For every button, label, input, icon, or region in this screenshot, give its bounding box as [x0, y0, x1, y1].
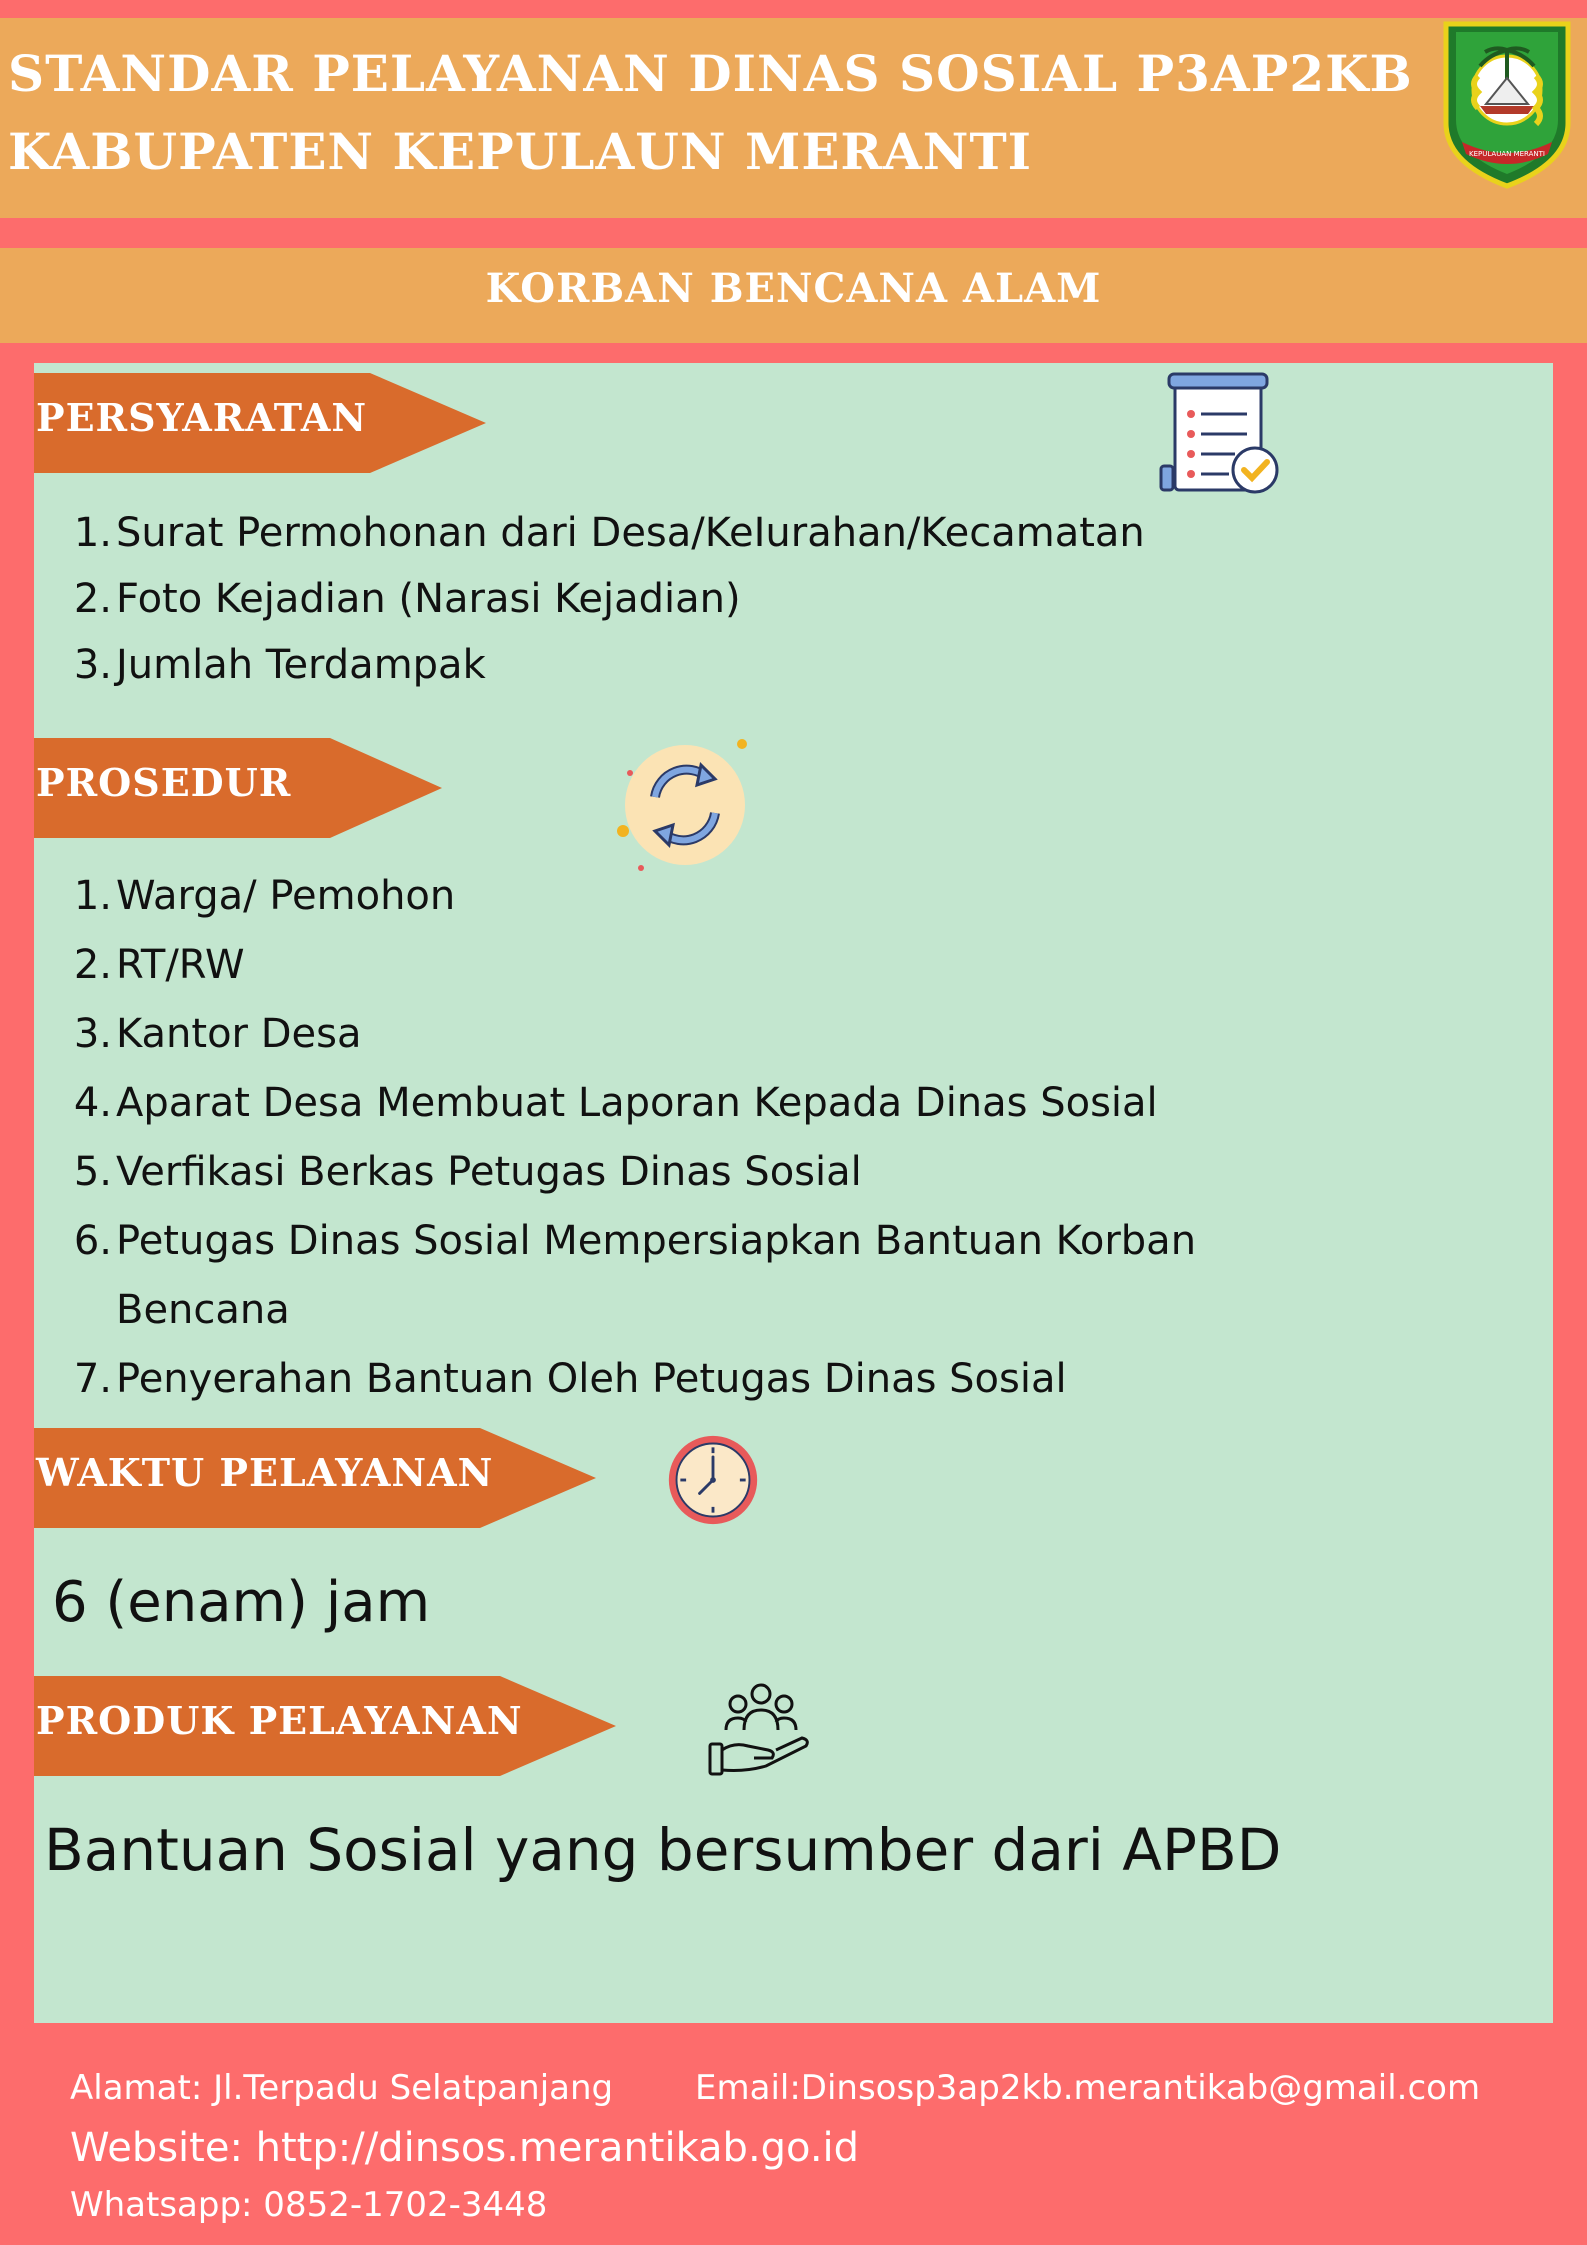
kepulauan-meranti-emblem-icon [1440, 18, 1574, 190]
section-label-persyaratan: PERSYARATAN [36, 395, 368, 440]
list-item: 7. Penyerahan Bantuan Oleh Petugas Dinas Sosial [73, 1356, 1067, 1402]
list-item: 1. Surat Permohonan dari Desa/KeIurahan/Kecamatan [73, 510, 1145, 556]
list-item: 3. Jumlah Terdampak [73, 642, 486, 688]
section-label-produk: PRODUK PELAYANAN [36, 1698, 523, 1743]
list-item: 5. Verfikasi Berkas Petugas Dinas Sosial [73, 1149, 862, 1195]
footer-whatsapp: Whatsapp: 0852-1702-3448 [70, 2185, 548, 2225]
footer-alamat: Alamat: Jl.Terpadu Selatpanjang [70, 2068, 614, 2108]
hand-people-icon [706, 1680, 816, 1780]
clock-icon [665, 1432, 761, 1528]
footer-email: Email:Dinsosp3ap2kb.merantikab@gmail.com [695, 2068, 1481, 2108]
subtitle: KORBAN BENCANA ALAM [485, 265, 1102, 312]
section-label-waktu: WAKTU PELAYANAN [36, 1450, 494, 1495]
list-item: 6. Petugas Dinas Sosial Mempersiapkan Bantuan Korban Bencana [73, 1218, 1197, 1333]
list-item: 3. Kantor Desa [73, 1011, 362, 1057]
section-label-prosedur: PROSEDUR [36, 760, 292, 805]
list-item: 2. Foto Kejadian (Narasi Kejadian) [73, 576, 741, 622]
checklist-document-icon [1155, 370, 1285, 500]
list-item: 2. RT/RW [73, 942, 245, 988]
waktu-value: 6 (enam) jam [52, 1570, 431, 1635]
prosedur-list [60, 862, 1316, 1414]
page-title-line-2: KABUPATEN KEPULAUN MERANTI [8, 122, 1033, 181]
list-item: 1. Warga/ Pemohon [73, 873, 456, 919]
footer-website: Website: http://dinsos.merantikab.go.id [70, 2125, 860, 2171]
emblem-text: KEPULAUAN MERANTI [1469, 150, 1545, 158]
page-title-line-1: STANDAR PELAYANAN DINAS SOSIAL P3AP2KB [8, 44, 1413, 103]
list-item: 4. Aparat Desa Membuat Laporan Kepada Dinas Sosial [73, 1080, 1158, 1126]
produk-value: Bantuan Sosial yang bersumber dari APBD [44, 1816, 1282, 1884]
persyaratan-list [60, 500, 1145, 698]
cycle-arrows-icon [615, 735, 755, 875]
